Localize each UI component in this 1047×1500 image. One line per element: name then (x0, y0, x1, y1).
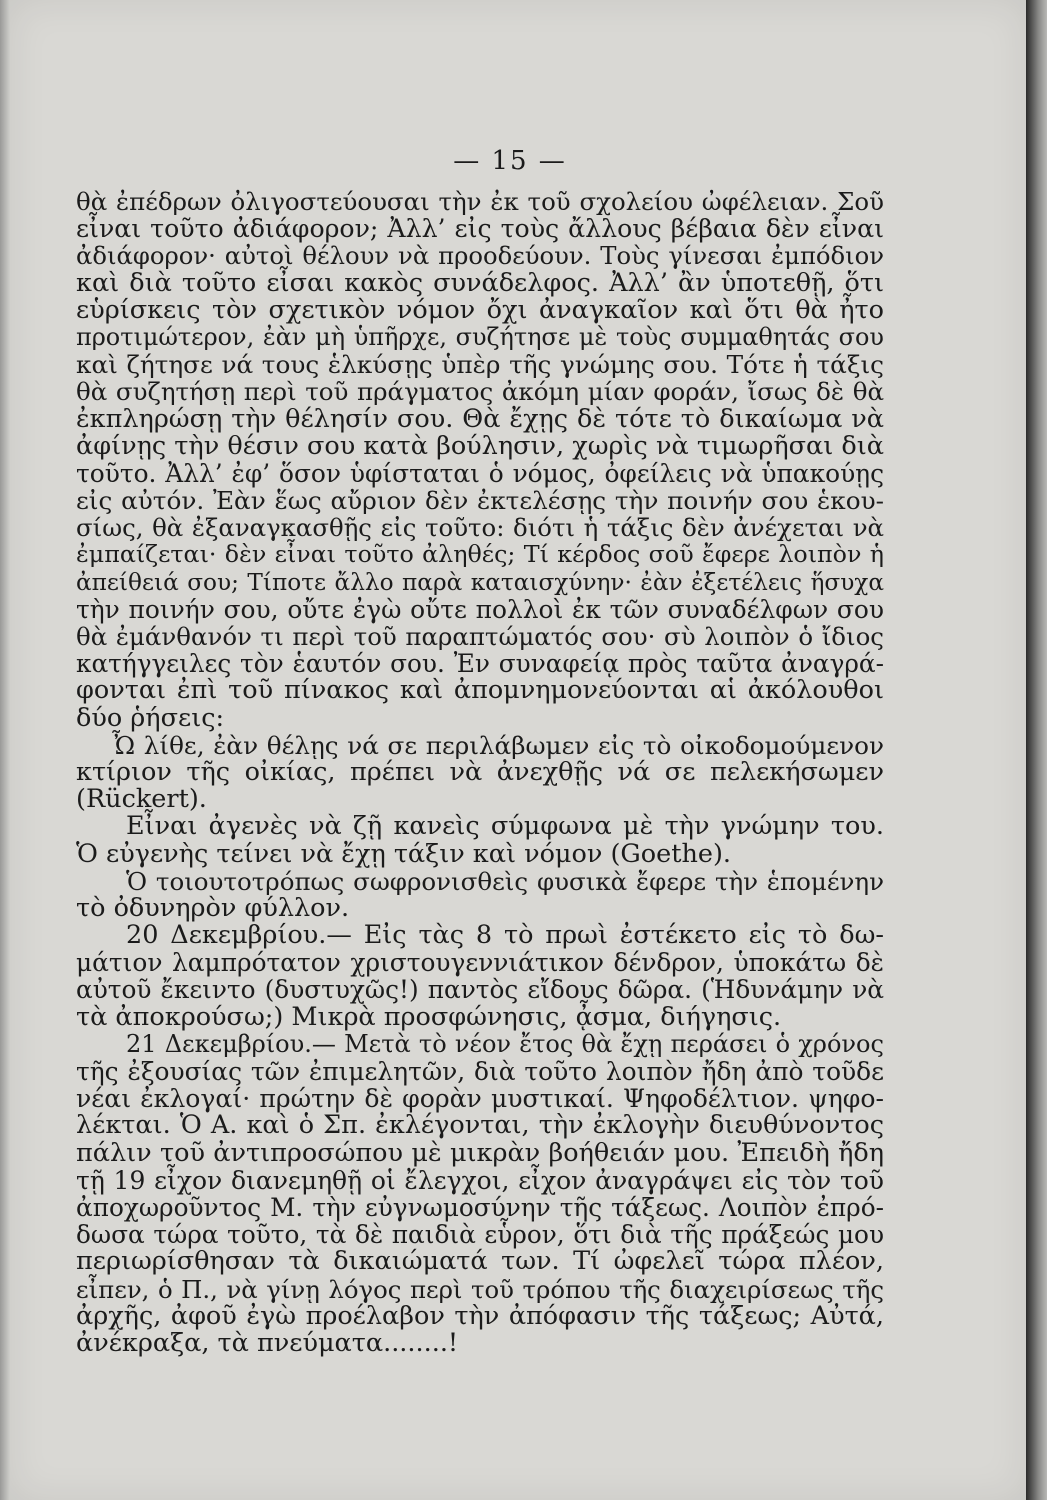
text-line: Ὁ τοιουτοτρόπως σωφρονισθεὶς φυσικὰ ἔφερε τὴν ἑπομένην (126, 866, 884, 896)
text-line: σίως, θὰ ἐξαναγκασθῇς εἰς τοῦτο: διότι ἡ τάξις δὲν ἀνέχεται νὰ (76, 513, 884, 543)
text-line: εἰς αὐτόν. Ἐὰν ἕως αὔριον δὲν ἐκτελέσῃς τὴν ποινήν σου ἑκου- (76, 486, 884, 516)
text-line: ἀνέκραξα, τὰ πνεύματα........! (76, 1327, 459, 1358)
text-line: φονται ἐπὶ τοῦ πίνακος καὶ ἀπομνημονεύονται αἱ ἀκόλουθοι (76, 675, 884, 706)
text-line: τὸ ὀδυνηρὸν φύλλον. (76, 892, 350, 923)
text-line: Ὦ λίθε, ἐὰν θέλῃς νά σε περιλάβωμεν εἰς τὸ οἰκοδομούμενον (112, 730, 884, 760)
text-line: δύο ῥήσεις: (76, 702, 225, 733)
text-line: ἐκπληρώσῃ τὴν θέλησίν σου. Θὰ ἔχῃς δὲ τότε τὸ δικαίωμα νὰ (76, 403, 884, 434)
text-line: ἀπείθειά σου; Τίποτε ἄλλο παρὰ καταισχύνην· ἐὰν ἐξετέλεις ἥσυχα (76, 568, 884, 596)
text-line: νέαι ἐκλογαί· πρώτην δὲ φορὰν μυστικαί. Ψηφοδέλτιον. ψηφο- (76, 1084, 884, 1114)
text-line: λέκται. Ὁ Α. καὶ ὁ Σπ. ἐκλέγονται, τὴν ἐκλογὴν διευθύνοντος (76, 1110, 884, 1141)
text-line: εὑρίσκεις τὸν σχετικὸν νόμον ὄχι ἀναγκαῖον καὶ ὅτι θὰ ἦτο (76, 294, 884, 325)
text-line: προτιμώτερον, ἐὰν μὴ ὑπῆρχε, συζήτησε μὲ τοὺς συμμαθητάς σου (76, 322, 884, 351)
text-line: τοῦτο. Ἀλλ’ ἐφ’ ὅσον ὑφίσταται ὁ νόμος, ὀφείλεις νὰ ὑπακούῃς (76, 458, 884, 488)
text-line: πάλιν τοῦ ἀντιπροσώπου μὲ μικρὰν βοήθειάν μου. Ἐπειδὴ ἤδη (76, 1137, 884, 1168)
text-line: ἀποχωροῦντος Μ. τὴν εὐγνωμοσύνην τῆς τάξεως. Λοιπὸν ἐπρό- (76, 1192, 884, 1222)
book-binding-shadow (1026, 0, 1047, 1500)
text-line: καὶ διὰ τοῦτο εἶσαι κακὸς συνάδελφος. Ἀλλ’ ἂν ὑποτεθῇ, ὅτι (76, 267, 884, 298)
text-line: μάτιον λαμπρότατον χριστουγεννιάτικον δένδρον, ὑποκάτω δὲ (76, 948, 884, 978)
text-line: Εἶναι ἀγενὲς νὰ ζῇ κανεὶς σύμφωνα μὲ τὴν γνώμην του. (126, 811, 884, 842)
text-line: τῆς ἐξουσίας τῶν ἐπιμελητῶν, διὰ τοῦτο λοιπὸν ἤδη ἀπὸ τοῦδε (76, 1057, 884, 1086)
text-line: 20 Δεκεμβρίου.— Εἰς τὰς 8 τὸ πρωὶ ἐστέκετο εἰς τὸ δω- (126, 920, 884, 951)
text-line: τὴν ποινήν σου, οὔτε ἐγὼ οὔτε πολλοὶ ἐκ τῶν συναδέλφων σου (76, 594, 884, 624)
text-line: θὰ ἐμάνθανόν τι περὶ τοῦ παραπτώματός σου· σὺ λοιπὸν ὁ ἴδιος (76, 622, 884, 651)
text-line: ἀφίνῃς τὴν θέσιν σου κατὰ βούλησιν, χωρὶς νὰ τιμωρῆσαι διὰ (76, 430, 884, 461)
page-number: — 15 — (453, 146, 567, 176)
text-line: κτίριον τῆς οἰκίας, πρέπει νὰ ἀνεχθῇς νά σε πελεκήσωμεν (76, 756, 884, 787)
text-line: εἶναι τοῦτο ἀδιάφορον; Ἀλλ’ εἰς τοὺς ἄλλους βέβαια δὲν εἶναι (76, 214, 884, 244)
text-line: τὰ ἀποκρούσω;) Μικρὰ προσφώνησις, ᾆσμα, διήγησις. (76, 1001, 782, 1032)
text-line: θὰ ἐπέδρων ὀλιγοστεύουσαι τὴν ἐκ τοῦ σχολείου ὠφέλειαν. Σοῦ (76, 187, 884, 216)
text-line: κατήγγειλες τὸν ἑαυτόν σου. Ἐν συναφείᾳ πρὸς ταῦτα ἀναγρά- (76, 649, 884, 679)
body-text (76, 188, 884, 1357)
text-line: εἶπεν, ὁ Π., νὰ γίνῃ λόγος περὶ τοῦ τρόπου τῆς διαχειρίσεως τῆς (76, 1274, 884, 1304)
text-line: θὰ συζητήσῃ περὶ τοῦ πράγματος ἀκόμη μίαν φοράν, ἴσως δὲ θὰ (76, 377, 884, 407)
page-left-edge (0, 0, 10, 1500)
text-line: περιωρίσθησαν τὰ δικαιώματά των. Τί ὠφελεῖ τώρα πλέον, (76, 1246, 884, 1277)
text-line: αὐτοῦ ἔκειντο (δυστυχῶς!) παντὸς εἴδους δῶρα. (Ἡδυνάμην νὰ (76, 975, 884, 1005)
text-line: ἀρχῆς, ἀφοῦ ἐγὼ προέλαβον τὴν ἀπόφασιν τῆς τάξεως; Αὐτά, (76, 1300, 884, 1331)
text-line: δωσα τώρα τοῦτο, τὰ δὲ παιδιὰ εὗρον, ὅτι διὰ τῆς πράξεώς μου (76, 1220, 884, 1250)
text-line: 21 Δεκεμβρίου.— Μετὰ τὸ νέον ἔτος θὰ ἔχῃ περάσει ὁ χρόνος (126, 1029, 884, 1058)
text-line: καὶ ζήτησε νά τους ἑλκύσῃς ὑπὲρ τῆς γνώμης σου. Τότε ἡ τάξις (76, 350, 884, 380)
text-line: ἀδιάφορον· αὐτοὶ θέλουν νὰ προοδεύουν. Τοὺς γίνεσαι ἐμπόδιον (76, 241, 884, 271)
text-line: Ὁ εὐγενὴς τείνει νὰ ἔχῃ τάξιν καὶ νόμον (Goethe). (76, 838, 732, 869)
text-line: ἐμπαίζεται· δὲν εἶναι τοῦτο ἀληθές; Τί κέρδος σοῦ ἔφερε λοιπὸν ἡ (76, 540, 884, 569)
text-line: τῇ 19 εἶχον διανεμηθῇ οἱ ἔλεγχοι, εἶχον ἀναγράψει εἰς τὸν τοῦ (76, 1165, 884, 1195)
text-line: (Rückert). (76, 784, 207, 815)
